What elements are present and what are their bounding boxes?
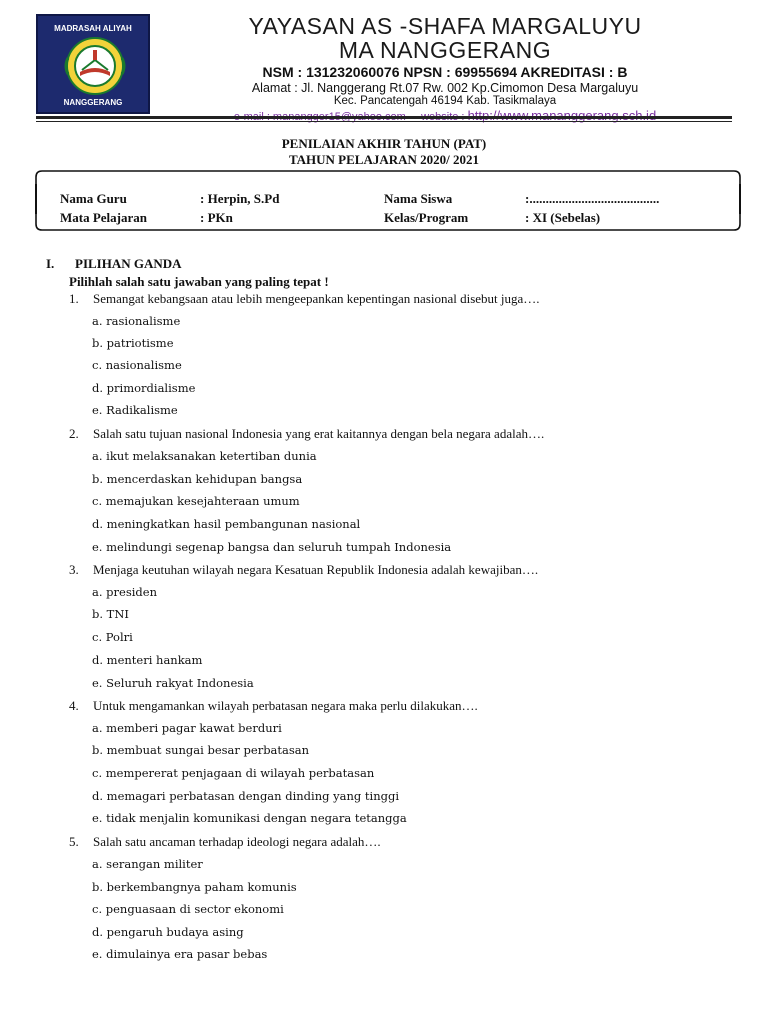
answer-option[interactable]: a. ikut melaksanakan ketertiban dunia [92,449,317,463]
answer-option[interactable]: d. primordialisme [92,381,196,395]
class-label: Kelas/Program [384,210,469,225]
question-number: 4. [69,698,79,713]
section-instruction: Pilihlah salah satu jawaban yang paling tepat ! [69,274,329,289]
answer-option[interactable]: c. nasionalisme [92,358,182,372]
subject-value: : PKn [200,210,233,225]
answer-option[interactable]: c. memajukan kesejahteraan umum [92,494,300,508]
answer-option[interactable]: d. menteri hankam [92,653,203,667]
answer-option[interactable]: b. patriotisme [92,336,174,350]
answer-option[interactable]: a. serangan militer [92,857,203,871]
info-values-right [525,189,659,227]
logo-top-text: MADRASAH ALIYAH [54,24,132,33]
question-number: 3. [69,562,79,577]
answer-option[interactable]: e. tidak menjalin komunikasi dengan negara tetangga [92,811,407,825]
question-text: Menjaga keutuhan wilayah negara Kesatuan Republik Indonesia adalah kewajiban…. [93,562,539,577]
letterhead-divider-thin [36,121,732,122]
class-value: : XI (Sebelas) [525,210,601,225]
teacher-label: Nama Guru [60,191,127,206]
question-5 [69,834,381,850]
answer-option[interactable]: d. meningkatkan hasil pembangunan nasional [92,517,361,531]
answer-option[interactable]: c. Polri [92,630,133,644]
school-district: Kec. Pancatengah 46194 Kab. Tasikmalaya [333,95,557,107]
question-4 [69,698,478,714]
question-text: Salah satu ancaman terhadap ideologi negara adalah…. [93,834,381,849]
school-address: Alamat : Jl. Nanggerang Rt.07 Rw. 002 Kp.Cimomon Desa Margaluyu [251,81,639,95]
answer-option[interactable]: b. membuat sungai besar perbatasan [92,743,310,757]
logo-bottom-text: NANGGERANG [63,98,123,107]
answer-option[interactable]: b. berkembangnya paham komunis [92,880,297,894]
answer-option[interactable]: b. mencerdaskan kehidupan bangsa [92,472,303,486]
answer-option[interactable]: a. presiden [92,585,157,599]
logo-emblem-icon [60,36,130,96]
answer-option[interactable]: e. dimulainya era pasar bebas [92,947,268,961]
question-text: Untuk mengamankan wilayah perbatasan negara maka perlu dilakukan…. [93,698,478,713]
letterhead [160,14,730,125]
answer-option[interactable]: e. Radikalisme [92,403,178,417]
question-2 [69,426,544,442]
school-name: MA NANGGERANG [338,37,552,63]
answer-option[interactable]: c. penguasaan di sector ekonomi [92,902,284,916]
student-info-box [34,170,742,239]
question-3 [69,562,538,578]
exam-title [0,136,768,168]
student-name-field[interactable]: :........................................ [525,191,660,206]
info-labels-left [60,189,147,227]
exam-title-line-1: PENILAIAN AKHIR TAHUN (PAT) [281,136,487,151]
section-title: PILIHAN GANDA [75,256,182,271]
teacher-value: : Herpin, S.Pd [200,191,280,206]
question-text: Semangat kebangsaan atau lebih mengeepankan kepentingan nasional disebut juga…. [93,291,540,306]
school-ids: NSM : 131232060076 NPSN : 69955694 AKREDITASI : B [262,64,628,80]
subject-label: Mata Pelajaran [60,210,148,225]
info-values-left [200,189,279,227]
answer-option[interactable]: a. memberi pagar kawat berduri [92,721,282,735]
letterhead-divider-thick [36,116,732,119]
question-number: 2. [69,426,79,441]
answer-option[interactable]: d. pengaruh budaya asing [92,925,244,939]
section-number: I. [46,256,55,271]
question-number: 5. [69,834,79,849]
answer-option[interactable]: a. rasionalisme [92,314,181,328]
answer-option[interactable]: c. mempererat penjagaan di wilayah perbatasan [92,766,375,780]
student-name-label: Nama Siswa [384,191,453,206]
school-logo [36,14,150,114]
answer-option[interactable]: e. melindungi segenap bangsa dan seluruh tumpah Indonesia [92,540,452,554]
exam-title-line-2: TAHUN PELAJARAN 2020/ 2021 [288,152,480,167]
question-number: 1. [69,291,79,306]
info-labels-right [384,189,468,227]
foundation-name: YAYASAN AS -SHAFA MARGALUYU [248,13,642,39]
answer-option[interactable]: e. Seluruh rakyat Indonesia [92,676,254,690]
question-text: Salah satu tujuan nasional Indonesia yang erat kaitannya dengan bela negara adalah…. [93,426,545,441]
answer-option[interactable]: d. memagari perbatasan dengan dinding yang tinggi [92,789,400,803]
answer-option[interactable]: b. TNI [92,607,129,621]
question-1 [69,291,540,307]
